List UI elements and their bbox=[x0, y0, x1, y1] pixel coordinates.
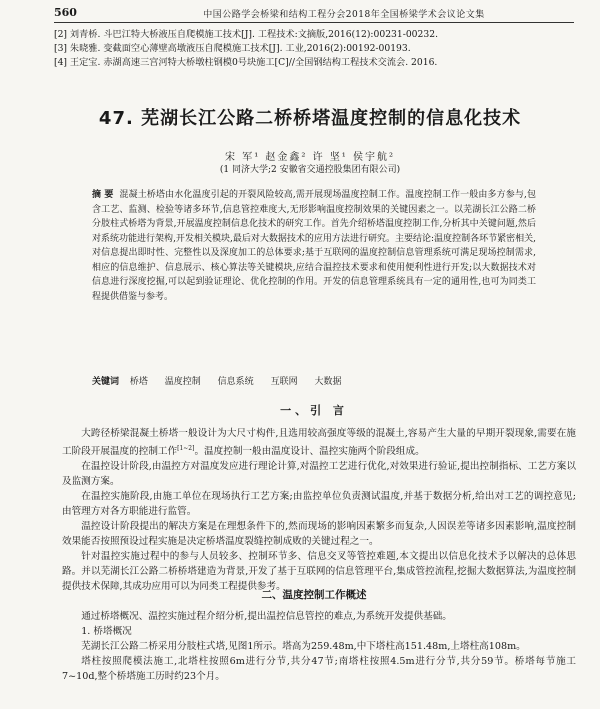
keyword: 互联网 bbox=[270, 377, 298, 387]
page-number: 560 bbox=[54, 6, 77, 19]
keyword: 信息系统 bbox=[217, 377, 254, 387]
author-affiliations: (1 同济大学;2 安徽省交通控股集团有限公司) bbox=[219, 165, 401, 175]
keywords bbox=[92, 374, 536, 387]
abstract-label: 摘 要 bbox=[92, 190, 114, 200]
reference-list bbox=[54, 28, 574, 70]
reference-item: [3] 朱晓雅. 变截面空心薄壁高墩液压自爬模施工技术[J]. 工业,2016(2):00192-00193. bbox=[54, 43, 411, 54]
paragraph: 针对温控实施过程中的参与人员较多、控制环节多、信息交叉等管控难题,本文提出以信息化技术予以解决的总体思路。并以芜湖长江公路二桥桥塔建造为背景,开发了基于互联网的信息管理平台,集成管控流程,挖掘大数据算法,为温度控制提供技术保障,其成功应用可以为同类工程提供参考。 bbox=[62, 551, 576, 593]
section-heading-overview: 二、温度控制工作概述 bbox=[261, 589, 367, 601]
citation: [1~2] bbox=[177, 445, 195, 452]
paragraph: 大跨径桥梁混凝土桥塔一般设计为大尺寸构件,且选用较高强度等级的混凝土,容易产生大量的早期开裂现象,需要在施工阶段开展温度的控制工作[1~2]。温度控制一般由温度设计、温控实施两个阶段组成。 bbox=[62, 428, 576, 458]
keyword: 桥塔 bbox=[129, 377, 148, 387]
abstract-text: 混凝土桥塔由水化温度引起的开裂风险较高,需开展现场温度控制工作。温度控制工作一般由多方参与,包含工艺、监测、检验等诸多环节,信息管控难度大,无形影响温度控制效果的关键因素之一。以芜湖长江公路二桥分肢柱式桥塔为背景,开展温度控制信息化技术的研究工作。首先介绍桥塔温度控制工作,分析其中关键问题,然后对系统功能进行架构,开发相关模块,最后对大数据技术的应用方法进行研究。主要结论:温度控制各环节紧密相关,对信息提出即时性、完整性以及深度加工的总体要求;基于互联网的温度控制信息管理系统可满足现场控制需求,相应的信息维护、信息展示、核心算法等关键模块,应结合温控技术要求和使用便利性进行开发;以大数据技术对信息进行深度挖掘,可以起到验证理论、优化控制的作用。开发的信息管理系统具有一定的通用性,也可为同类工程提供借鉴与参考。 bbox=[92, 190, 536, 302]
article-title: 47. 芜湖长江公路二桥桥塔温度控制的信息化技术 bbox=[98, 108, 522, 129]
header-rule bbox=[54, 22, 574, 23]
running-header bbox=[54, 6, 574, 22]
conference-name: 中国公路学会桥梁和结构工程分会2018年全国桥梁学术会议论文集 bbox=[203, 10, 485, 20]
paragraph: 在温控设计阶段,由温控方对温度发应进行理论计算,对温控工艺进行优化,对效果进行验证,提出控制指标、工艺方案以及监测方案。 bbox=[62, 461, 576, 488]
keywords-label: 关键词 bbox=[92, 377, 120, 387]
keyword: 大数据 bbox=[314, 377, 342, 387]
keyword: 温度控制 bbox=[164, 377, 201, 387]
paragraph: 温控设计阶段提出的解决方案是在理想条件下的,然而现场的影响因素繁多而复杂,人因误差等诸多因素影响,温度控制效果能否按照预设过程实施是决定桥塔温度裂缝控制成败的关键过程之一。 bbox=[62, 521, 576, 548]
reference-item: [2] 刘青桥. 斗巴江特大桥液压自爬模施工技术[J]. 工程技术:文摘版,2016(12):00231-00232. bbox=[54, 29, 438, 40]
reference-item: [4] 王定宝. 赤湖高速三宫河特大桥墩柱钢模0号块施工[C]//全国钢结构工程技术交流会. 2016. bbox=[54, 57, 438, 68]
overview-body bbox=[62, 609, 576, 684]
abstract bbox=[92, 188, 536, 304]
paragraph: 在温控实施阶段,由施工单位在现场执行工艺方案;由监控单位负责测试温度,并基于数据分析,给出对工艺的调控意见;由管理方对各方职能进行监管。 bbox=[62, 491, 576, 518]
author-list: 宋 军¹ 赵金鑫² 许 坚¹ 侯宇航² bbox=[225, 152, 395, 163]
introduction-body bbox=[62, 426, 576, 594]
paragraph: 通过桥塔概况、温控实施过程介绍分析,提出温控信息管控的难点,为系统开发提供基础。 bbox=[81, 611, 452, 622]
section-heading-introduction: 一、引 言 bbox=[280, 404, 348, 417]
paragraph: 塔柱按照爬模法施工,北塔柱按照6m进行分节,共分47节;南塔柱按照4.5m进行分节,共分59节。桥塔每节施工7~10d,整个桥塔施工历时约23个月。 bbox=[62, 656, 576, 682]
subsection-heading: 1. 桥塔概况 bbox=[81, 626, 132, 637]
paragraph: 芜湖长江公路二桥采用分肢柱式塔,见图1所示。塔高为259.48m,中下塔柱高151.48m,上塔柱高108m。 bbox=[81, 641, 526, 652]
